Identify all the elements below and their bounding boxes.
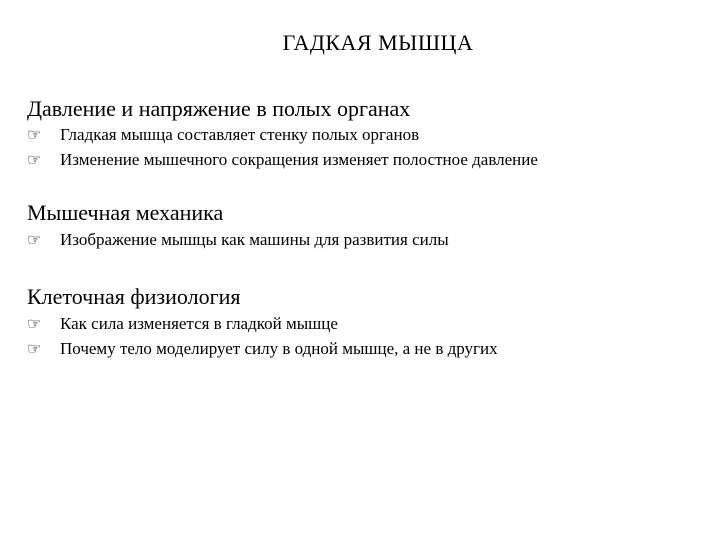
pointing-hand-icon: ☞ bbox=[27, 232, 42, 249]
pointing-hand-icon: ☞ bbox=[27, 127, 42, 144]
section-heading: Давление и напряжение в полых органах bbox=[27, 96, 411, 121]
section-muscle-mechanics bbox=[27, 200, 707, 253]
section-pressure-tension bbox=[27, 96, 707, 173]
bullet-list bbox=[27, 228, 707, 253]
bullet-text: Гладкая мышца составляет стенку полых органов bbox=[60, 125, 420, 144]
bullet-text: Как сила изменяется в гладкой мышце bbox=[60, 314, 338, 333]
bullet-text: Изменение мышечного сокращения изменяет полостное давление bbox=[60, 150, 538, 169]
bullet-text: Изображение мышцы как машины для развития силы bbox=[60, 230, 449, 249]
list-item bbox=[27, 228, 707, 253]
list-item bbox=[27, 148, 707, 173]
bullet-list bbox=[27, 123, 707, 173]
list-item bbox=[27, 337, 707, 362]
slide-title: ГАДКАЯ МЫШЦА bbox=[282, 30, 474, 55]
list-item bbox=[27, 123, 707, 148]
pointing-hand-icon: ☞ bbox=[27, 341, 42, 358]
section-cell-physiology bbox=[27, 284, 707, 362]
bullet-text: Почему тело моделирует силу в одной мышце, а не в других bbox=[60, 339, 498, 358]
pointing-hand-icon: ☞ bbox=[27, 152, 42, 169]
list-item bbox=[27, 312, 707, 337]
section-heading: Клеточная физиология bbox=[27, 284, 241, 309]
pointing-hand-icon: ☞ bbox=[27, 316, 42, 333]
bullet-list bbox=[27, 312, 707, 362]
section-heading: Мышечная механика bbox=[27, 200, 224, 225]
